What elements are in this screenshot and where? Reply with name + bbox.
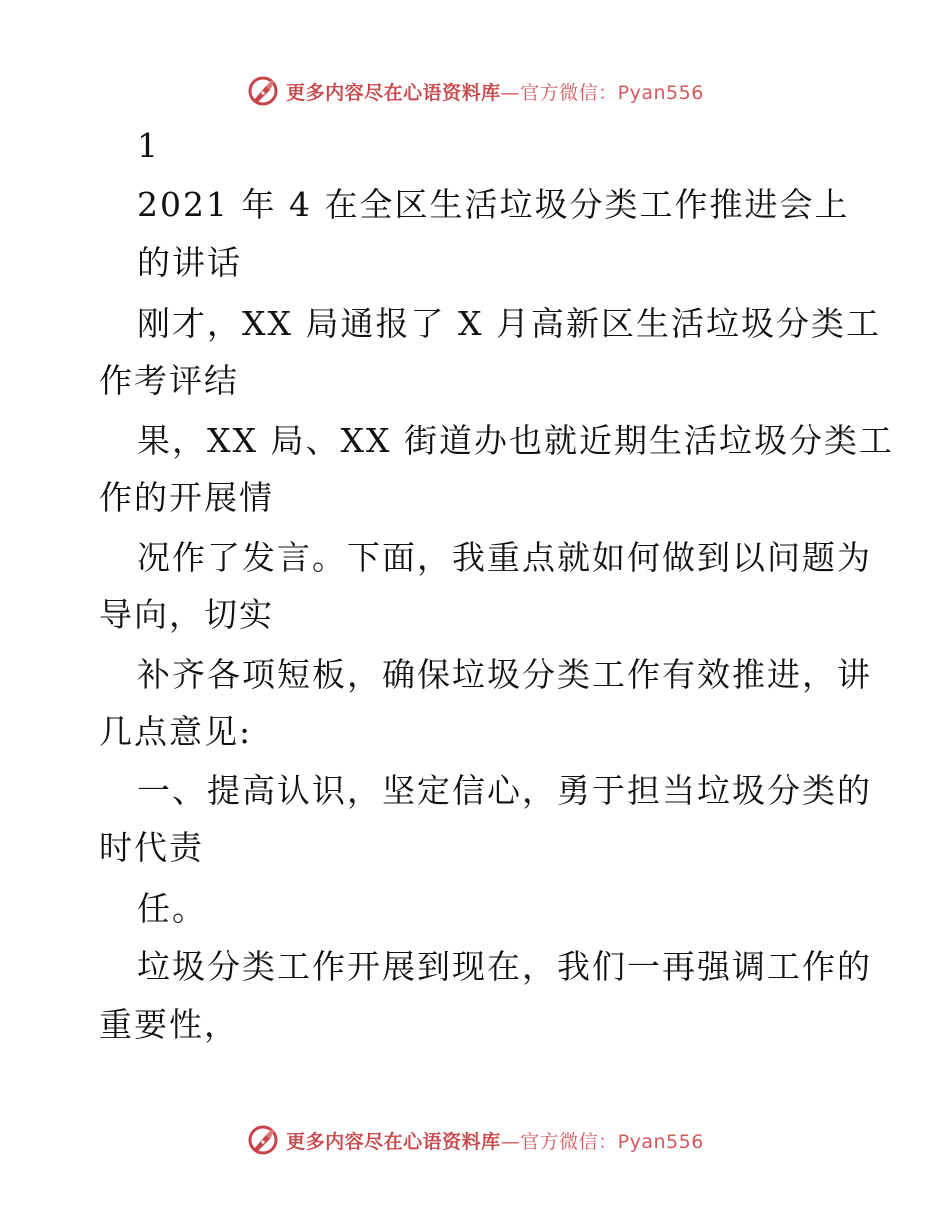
paragraph-line: 况作了发言。下面，我重点就如何做到以问题为 [137, 538, 872, 577]
watermark-main-text: 更多内容尽在心语资料库 [286, 81, 501, 104]
section-heading-line: 时代责 [99, 828, 204, 867]
pen-nib-logo-icon [246, 1123, 280, 1157]
paragraph-line: 垃圾分类工作开展到现在，我们一再强调工作的 [137, 947, 872, 986]
page-number: 1 [137, 126, 160, 165]
watermark-sub-text: —官方微信：Pyan556 [500, 1130, 704, 1153]
document-title-line-2: 的讲话 [137, 243, 242, 282]
paragraph-line: 导向，切实 [99, 595, 274, 634]
watermark-sub-text: —官方微信：Pyan556 [500, 81, 704, 104]
paragraph-line: 补齐各项短板，确保垃圾分类工作有效推进，讲 [137, 655, 872, 694]
paragraph-line: 作考评结 [99, 361, 239, 400]
section-heading-line: 一、提高认识，坚定信心，勇于担当垃圾分类的 [137, 771, 872, 810]
paragraph-line: 重要性， [99, 1005, 239, 1044]
watermark-banner-bottom [0, 1120, 950, 1160]
paragraph-line: 作的开展情 [99, 478, 274, 517]
paragraph-line: 果，XX 局、XX 街道办也就近期生活垃圾分类工 [137, 421, 894, 460]
watermark-main-text: 更多内容尽在心语资料库 [286, 1130, 501, 1153]
section-heading-line: 任。 [137, 889, 207, 928]
watermark-text [286, 1127, 704, 1154]
paragraph-line: 刚才，XX 局通报了 X 月高新区生活垃圾分类工 [137, 304, 881, 343]
paragraph-line: 几点意见: [99, 712, 253, 751]
document-title-line-1: 2021 年 4 在全区生活垃圾分类工作推进会上 [137, 185, 850, 224]
